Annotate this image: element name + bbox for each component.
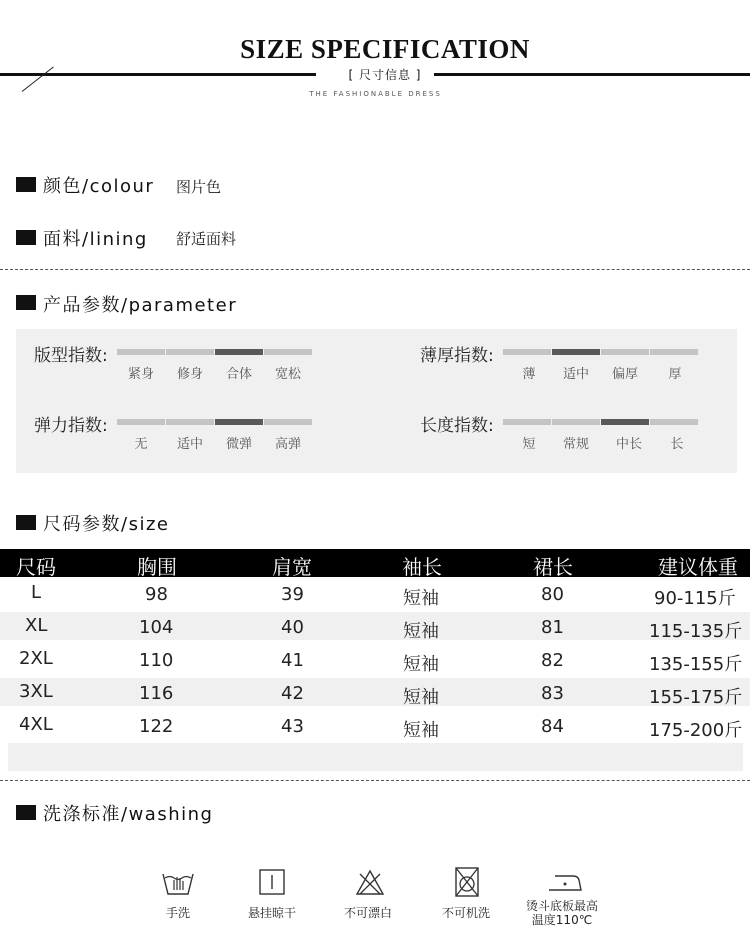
iron-icon [545,866,585,898]
length-index-option: 长 [670,437,684,452]
table-cell-sleeve: 短袖 [403,654,439,675]
section-marker [16,230,36,245]
header-subtitle: [ 尺寸信息 ] [0,66,750,83]
length-index-bar-3 [650,419,698,425]
size-table-header-cell: 袖长 [402,555,442,579]
table-row-stripe [8,743,743,771]
thickness-index-bar-0 [503,349,551,355]
section-marker [16,177,36,192]
thickness-index-bar-1 [552,349,600,355]
section-marker [16,295,36,310]
table-cell-shoulder: 41 [281,650,304,671]
thickness-index-bar-3 [650,349,698,355]
table-cell-sleeve: 短袖 [403,621,439,642]
table-cell-size: 3XL [19,681,53,702]
table-cell-sleeve: 短袖 [403,720,439,741]
elasticity-index-bar-0 [117,419,165,425]
size-table-header-cell: 裙长 [533,555,573,579]
divider [0,780,750,781]
table-cell-shoulder: 39 [281,584,304,605]
fit-index-bar-0 [117,349,165,355]
wash-label: 不可机洗 [441,906,490,920]
table-cell-weight: 155-175斤 [649,687,743,708]
size-table-header [0,549,750,577]
fit-index-option: 修身 [176,367,203,382]
section-marker [16,805,36,820]
table-cell-shoulder: 43 [281,716,304,737]
table-cell-bust: 104 [139,617,174,638]
table-cell-sleeve: 短袖 [403,588,439,609]
table-cell-shoulder: 42 [281,683,304,704]
table-cell-size: 2XL [19,648,53,669]
elasticity-index-label: 弹力指数: [34,416,108,436]
elasticity-index-option: 无 [134,437,148,452]
length-index-option: 短 [522,437,536,452]
wash-label: 烫斗底板最高温度110℃ [525,899,598,927]
table-cell-size: 4XL [19,714,53,735]
table-cell-weight: 175-200斤 [649,720,743,741]
table-cell-weight: 135-155斤 [649,654,743,675]
size-table-header-cell: 建议体重 [658,555,738,579]
table-cell-bust: 98 [145,584,168,605]
size-table-header-cell: 胸围 [137,555,177,579]
fit-index-bar-2 [215,349,263,355]
fit-index-bar-1 [166,349,214,355]
table-cell-size: XL [25,615,48,636]
table-cell-bust: 116 [139,683,174,704]
thickness-index-bar-2 [601,349,649,355]
no-machine-wash-icon [447,866,487,898]
thickness-index-option: 偏厚 [611,367,638,382]
table-cell-length: 82 [541,650,564,671]
page-title: SIZE SPECIFICATION [240,34,530,64]
length-index-bar-1 [552,419,600,425]
elasticity-index-bar-2 [215,419,263,425]
wash-label: 手洗 [165,906,190,920]
table-cell-bust: 110 [139,650,174,671]
fit-index-option: 紧身 [127,367,154,382]
no-bleach-icon [350,866,390,898]
elasticity-index-option: 微弹 [225,437,252,452]
wash-label: 不可漂白 [343,906,392,920]
length-index-option: 常规 [562,437,589,452]
table-cell-length: 83 [541,683,564,704]
lining-value: 舒适面料 [176,230,237,248]
size-table-header-cell: 尺码 [16,555,56,579]
thickness-index-option: 适中 [562,367,589,382]
parameter-title: 产品参数/parameter [43,295,238,316]
fit-index-option: 宽松 [274,367,301,382]
elasticity-index-bar-1 [166,419,214,425]
table-cell-shoulder: 40 [281,617,304,638]
table-cell-length: 80 [541,584,564,605]
size-title: 尺码参数/size [43,514,170,535]
table-row-stripe [0,612,750,640]
fit-index-label: 版型指数: [34,346,108,366]
elasticity-index-option: 适中 [176,437,203,452]
table-cell-weight: 115-135斤 [649,621,743,642]
wash-label: 悬挂晾干 [247,906,296,920]
table-cell-size: L [31,582,42,603]
thickness-index-option: 厚 [668,367,682,382]
colour-value: 图片色 [176,178,222,196]
divider [0,269,750,270]
section-marker [16,515,36,530]
table-cell-length: 84 [541,716,564,737]
fit-index-bar-3 [264,349,312,355]
washing-title: 洗涤标准/washing [43,804,214,825]
table-cell-length: 81 [541,617,564,638]
fit-index-option: 合体 [225,367,252,382]
header-tagline: THE FASHIONABLE DRESS [309,90,442,98]
elasticity-index-bar-3 [264,419,312,425]
table-cell-bust: 122 [139,716,174,737]
elasticity-index-option: 高弹 [274,437,301,452]
size-table-header-cell: 肩宽 [272,555,312,579]
length-index-label: 长度指数: [420,416,494,436]
table-row-stripe [0,678,750,706]
hang-dry-icon [252,866,292,898]
thickness-index-label: 薄厚指数: [420,346,494,366]
length-index-bar-0 [503,419,551,425]
length-index-bar-2 [601,419,649,425]
length-index-option: 中长 [615,437,642,452]
lining-title: 面料/lining [43,229,148,250]
thickness-index-option: 薄 [522,367,536,382]
colour-title: 颜色/colour [43,176,155,197]
table-cell-weight: 90-115斤 [654,588,736,609]
table-cell-sleeve: 短袖 [403,687,439,708]
hand-wash-icon [158,866,198,898]
